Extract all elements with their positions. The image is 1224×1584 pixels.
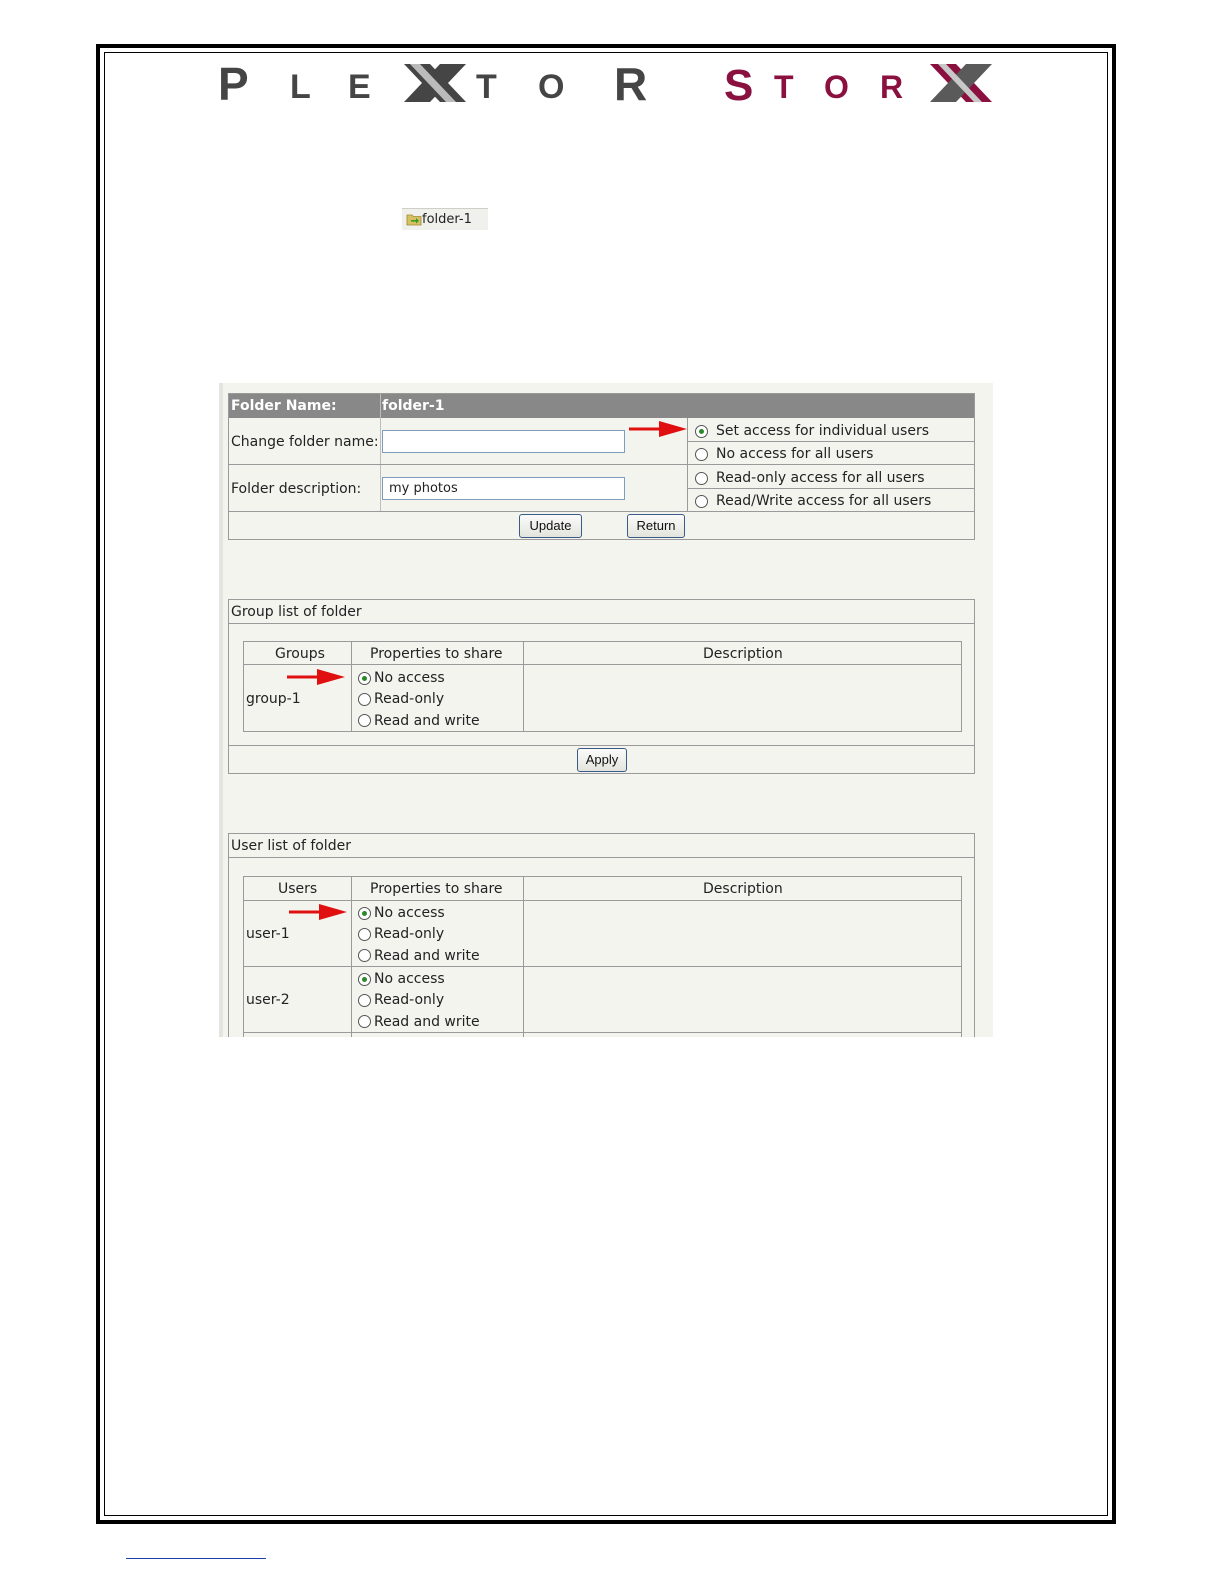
plextor-storx-logo <box>218 58 996 108</box>
access-individual-label: Set access for individual users <box>716 423 929 439</box>
group-row-name: group-1 <box>246 691 301 707</box>
user-1-readonly-label: Read-only <box>374 926 445 942</box>
access-readwrite-label: Read/Write access for all users <box>716 493 932 509</box>
group-list-title: Group list of folder <box>231 604 362 620</box>
svg-text:R: R <box>614 58 648 108</box>
red-arrow-icon <box>287 669 345 685</box>
row-divider-bottom <box>229 511 974 512</box>
user-col-users: Users <box>278 881 318 897</box>
group-col-groups: Groups <box>275 646 325 662</box>
red-arrow-icon <box>289 904 347 920</box>
svg-text:P: P <box>218 58 249 108</box>
user-1-readonly-radio[interactable] <box>358 928 371 941</box>
user-2-readonly-label: Read-only <box>374 992 445 1008</box>
folder-name-header-label: Folder Name: <box>231 398 337 414</box>
user-col-divider-2 <box>523 877 524 1037</box>
col-divider-2 <box>687 418 688 512</box>
return-button[interactable]: Return <box>627 514 685 538</box>
user-col-description: Description <box>703 881 783 897</box>
group-readonly-label: Read-only <box>374 691 445 707</box>
user-list-title: User list of folder <box>231 838 351 854</box>
svg-text:T: T <box>476 68 497 106</box>
user-col-divider-1 <box>351 877 352 1037</box>
access-individual-radio[interactable] <box>695 425 708 438</box>
opt-divider-3 <box>688 488 974 489</box>
group-readwrite-radio[interactable] <box>358 714 371 727</box>
user-2-noaccess-radio[interactable] <box>358 973 371 986</box>
access-readwrite-radio[interactable] <box>695 495 708 508</box>
user-1-noaccess-radio[interactable] <box>358 907 371 920</box>
update-button[interactable]: Update <box>519 514 582 538</box>
folder-name-header <box>229 394 974 418</box>
footnote-separator <box>126 1558 266 1559</box>
change-folder-name-label: Change folder name: <box>231 434 379 450</box>
user-2-readwrite-radio[interactable] <box>358 1015 371 1028</box>
left-bar <box>219 383 223 1037</box>
user-2-noaccess-label: No access <box>374 971 445 987</box>
group-col-properties: Properties to share <box>370 646 503 662</box>
user-col-properties: Properties to share <box>370 881 503 897</box>
svg-text:O: O <box>824 69 849 105</box>
folder-settings-screenshot <box>219 383 993 1037</box>
group-title-divider <box>229 623 974 624</box>
group-noaccess-radio[interactable] <box>358 672 371 685</box>
svg-text:S: S <box>724 61 754 108</box>
group-col-divider-2 <box>523 642 524 731</box>
svg-text:R: R <box>880 69 904 105</box>
svg-text:O: O <box>538 68 565 106</box>
user-1-readwrite-label: Read and write <box>374 948 480 964</box>
apply-button[interactable]: Apply <box>577 748 627 772</box>
folder-description-label: Folder description: <box>231 481 362 497</box>
opt-divider-2 <box>688 464 974 465</box>
user-1-name: user-1 <box>246 926 290 942</box>
folder-arrow-icon <box>406 213 422 226</box>
logo-graphic <box>218 58 996 108</box>
access-none-radio[interactable] <box>695 448 708 461</box>
folder-description-input[interactable] <box>382 477 625 500</box>
change-folder-name-input[interactable] <box>382 430 625 453</box>
row-divider <box>229 464 688 465</box>
access-readonly-radio[interactable] <box>695 472 708 485</box>
user-1-readwrite-radio[interactable] <box>358 949 371 962</box>
group-noaccess-label: No access <box>374 670 445 686</box>
red-arrow-icon <box>629 421 687 437</box>
opt-divider-1 <box>688 441 974 442</box>
svg-text:L: L <box>290 68 311 106</box>
folder-link[interactable] <box>402 208 488 230</box>
access-readonly-label: Read-only access for all users <box>716 470 925 486</box>
group-readonly-radio[interactable] <box>358 693 371 706</box>
group-col-divider-1 <box>351 642 352 731</box>
group-apply-divider <box>229 745 974 746</box>
user-2-readwrite-label: Read and write <box>374 1014 480 1030</box>
svg-text:E: E <box>348 68 371 106</box>
user-1-noaccess-label: No access <box>374 905 445 921</box>
group-readwrite-label: Read and write <box>374 713 480 729</box>
user-title-divider <box>229 857 974 858</box>
svg-text:T: T <box>774 69 794 105</box>
group-col-description: Description <box>703 646 783 662</box>
user-2-readonly-radio[interactable] <box>358 994 371 1007</box>
col-divider <box>380 394 381 512</box>
user-2-name: user-2 <box>246 992 290 1008</box>
folder-link-label: folder-1 <box>422 212 472 227</box>
access-none-label: No access for all users <box>716 446 874 462</box>
folder-name-header-value: folder-1 <box>382 398 445 414</box>
